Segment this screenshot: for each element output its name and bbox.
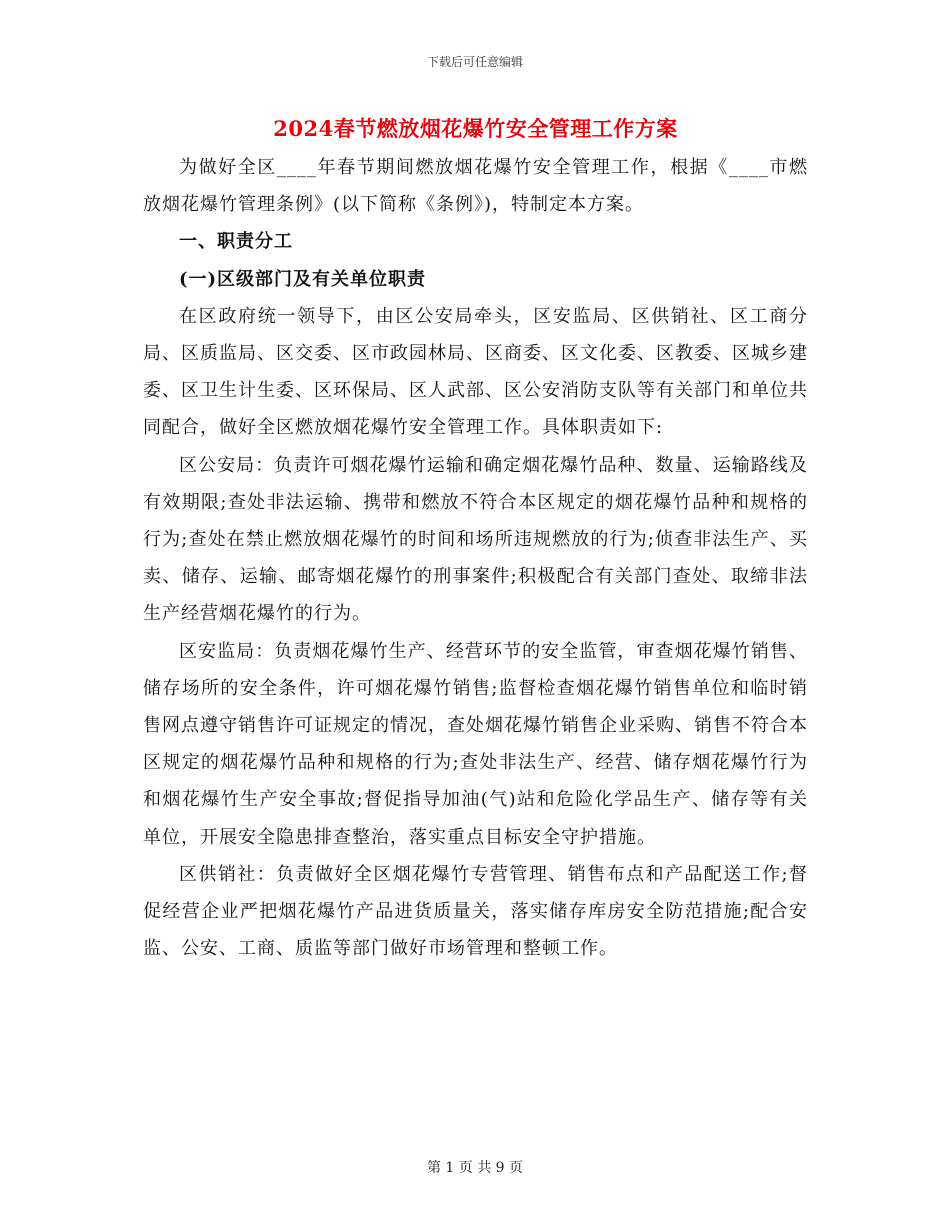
page-number: 第 1 页 共 9 页: [426, 1160, 524, 1176]
body-paragraph: 在区政府统一领导下，由区公安局牵头，区安监局、区供销社、区工商分局、区质监局、区交委、区市政园林局、区商委、区文化委、区教委、区城乡建委、区卫生计生委、区环保局、区人武部、区公安消防支队等有关部门和单位共同配合，做好全区燃放烟花爆竹安全管理工作。具体职责如下:: [143, 305, 808, 439]
body-paragraph: 区安监局：负责烟花爆竹生产、经营环节的安全监管，审查烟花爆竹销售、储存场所的安全条件，许可烟花爆竹销售;监督检查烟花爆竹销售单位和临时销售网点遵守销售许可证规定的情况，查处烟花爆竹销售企业采购、销售不符合本区规定的烟花爆竹品种和规格的行为;查处非法生产、经营、储存烟花爆竹行为和烟花爆竹生产安全事故;督促指导加油(气)站和危险化学品生产、储存等有关单位，开展安全隐患排查整治，落实重点目标安全守护措施。: [143, 640, 808, 848]
subsection-heading: (一)区级部门及有关单位职责: [179, 268, 427, 290]
document-body: [143, 149, 808, 967]
body-paragraph: 区供销社：负责做好全区烟花爆竹专营管理、销售布点和产品配送工作;督促经营企业严把烟花爆竹产品进货质量关，落实储存库房安全防范措施;配合安监、公安、工商、质监等部门做好市场管理和整顿工作。: [143, 863, 808, 960]
document-title: 2024春节燃放烟花爆竹安全管理工作方案: [273, 116, 678, 141]
intro-paragraph: 为做好全区____年春节期间燃放烟花爆竹安全管理工作，根据《____市燃放烟花爆竹管理条例》(以下简称《条例》)，特制定本方案。: [143, 157, 808, 216]
header-note: 下载后可任意编辑: [426, 55, 523, 69]
body-paragraph: 区公安局：负责许可烟花爆竹运输和确定烟花爆竹品种、数量、运输路线及有效期限;查处非法运输、携带和燃放不符合本区规定的烟花爆竹品种和规格的行为;查处在禁止燃放烟花爆竹的时间和场所违规燃放的行为;侦查非法生产、买卖、储存、运输、邮寄烟花爆竹的刑事案件;积极配合有关部门查处、取缔非法生产经营烟花爆竹的行为。: [143, 454, 808, 625]
section-heading: 一、职责分工: [179, 231, 293, 253]
